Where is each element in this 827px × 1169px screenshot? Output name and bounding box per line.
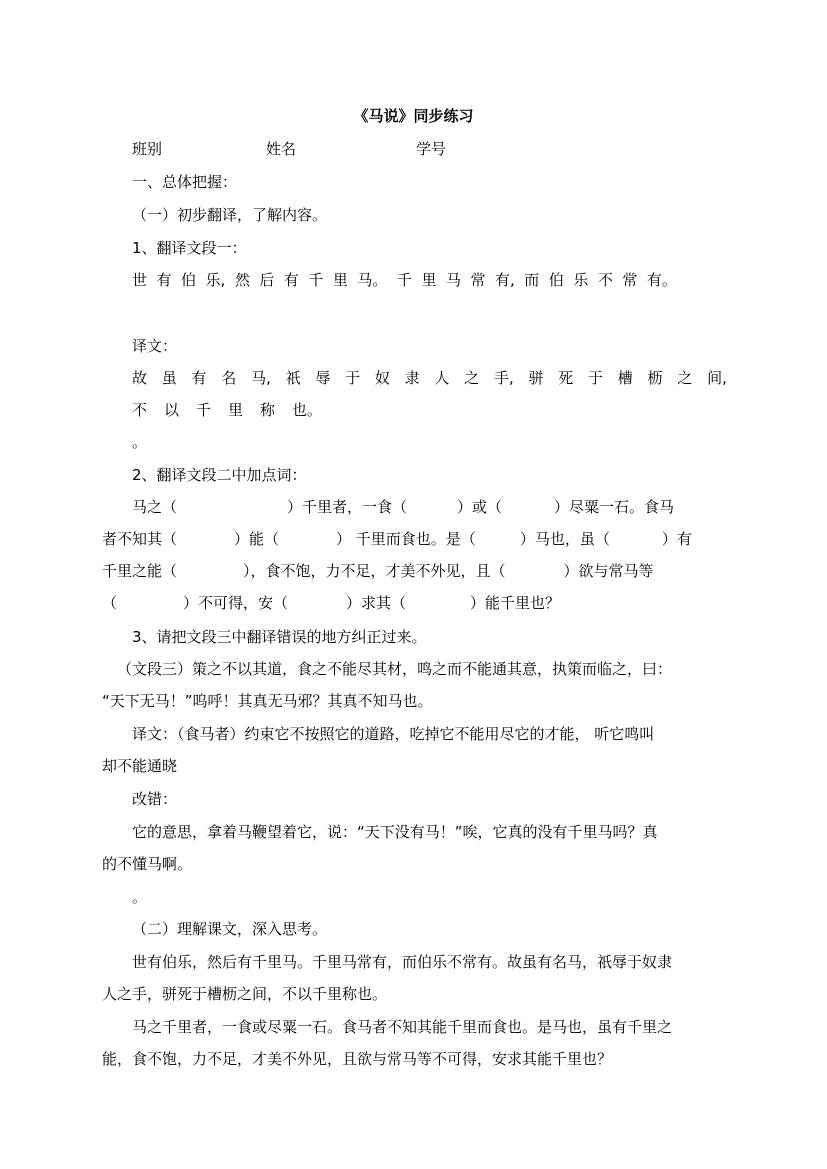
passage-char: 名 [221,369,237,387]
passage-char: 之 [677,369,693,387]
passage-char: 后 [259,271,275,289]
passage-char: 槽 [617,369,633,387]
passage-char: 之 [464,369,480,387]
translation-3-line-2: 却不能通晓 [102,757,178,775]
passage-char: 世 [132,271,148,289]
passage-full-line-1: 世有伯乐，然后有千里马。千里马常有，而伯乐不常有。故虽有名马，祇辱于奴隶 [132,953,673,971]
section-heading-overview: 一、总体把握： [132,173,238,191]
fill-line-4 [102,593,560,613]
period-mark: 。 [132,888,148,906]
passage-char: 故 [132,369,148,387]
passage-char: 隶 [404,369,420,387]
fill-text: （ [102,594,118,612]
passage-char: 而 [524,271,540,289]
passage-char: 马 [445,271,461,289]
fill-text: ）能（ [234,530,280,548]
fill-text: ）有 [661,530,692,548]
passage-char: 称 [259,401,275,419]
passage-char: 常 [622,271,638,289]
id-label: 学号 [416,140,447,158]
fill-text: ），食不饱，力不足，才美不外见，且（ [243,562,506,580]
passage-char: 辱 [315,369,331,387]
passage-char: 于 [345,369,361,387]
fill-text: 马之（ [132,498,178,516]
subsection-heading-translate: （一）初步翻译，了解内容。 [132,206,328,224]
fill-text: ）千里者，一食（ [287,498,408,516]
passage-char: 乐 [573,271,589,289]
passage-char: 人 [434,369,450,387]
correction-label: 改错： [132,790,178,808]
page-title: 《马说》同步练习 [353,107,474,125]
passage-full-line-4: 能，食不饱，力不足，才美不外见，且欲与常马等不可得，安求其能千里也？ [102,1050,613,1068]
fill-text: ）尽粟一石。食马 [554,498,675,516]
fill-text: 者不知其（ [102,530,178,548]
translation-label: 译文： [132,337,178,355]
passage-full-line-3: 马之千里者，一食或尽粟一石。食马者不知其能千里而食也。是马也，虽有千里之 [132,1018,673,1036]
passage-char: 马, [251,369,271,387]
passage-char: 不 [132,401,148,419]
passage-char: 有, [494,271,515,289]
passage-char: 有 [156,271,172,289]
passage-char: 千 [396,271,412,289]
passage-char: 也。 [291,401,322,419]
fill-text: ）马也，虽（ [519,530,610,548]
passage-char: 里 [227,401,243,419]
passage-char: 骈 [528,369,544,387]
passage-char: 有 [191,369,207,387]
passage-3-line-1: （文段三）策之不以其道，食之不能尽其材，鸣之而不能通其意，执策而临之，曰： [117,660,673,678]
passage-char: 有。 [646,271,677,289]
fill-text: ）欲与常马等 [563,562,654,580]
question-1: 1、翻译文段一： [132,239,247,257]
passage-char: 死 [558,369,574,387]
translation-3-line-3: 它的意思，拿着马鞭望着它，说：“天下没有马！”唉，它真的没有千里马吗？真 [132,823,658,841]
fill-text: ） 千里而食也。是（ [336,530,476,548]
fill-text: ）求其（ [346,594,407,612]
passage-char: 手, [493,369,514,387]
fill-text: ）不可得，安（ [183,594,289,612]
passage-char: 常 [470,271,486,289]
fill-text: 千里之能（ [102,562,178,580]
passage-char: 以 [163,401,179,419]
passage-char: 于 [588,369,604,387]
fill-text: ）或（ [457,498,503,516]
passage-char: 祇 [285,369,301,387]
fill-line-3 [102,561,654,581]
passage-char: 乐, [205,271,226,289]
translation-3-line-1: 译文：（食马者）约束它不按照它的道路，吃掉它不能用尽它的才能， 听它鸣叫 [132,725,655,743]
passage-char: 千 [308,271,324,289]
passage-char: 奴 [374,369,390,387]
name-label: 姓名 [266,140,297,158]
question-2: 2、翻译文段二中加点词： [132,466,307,484]
passage-full-line-2: 人之手，骈死于槽枥之间，不以千里称也。 [102,985,388,1003]
period-mark: 。 [132,433,148,451]
passage-char: 有 [283,271,299,289]
passage-char: 伯 [181,271,197,289]
passage-char: 间, [707,369,727,387]
question-3: 3、请把文段三中翻译错误的地方纠正过来。 [132,628,427,646]
fill-line-2 [102,529,692,549]
passage-char: 里 [421,271,437,289]
class-label: 班别 [132,140,163,158]
passage-char: 马。 [357,271,388,289]
translation-3-line-4: 的不懂马啊。 [102,855,193,873]
subsection-heading-understand: （二）理解课文，深入思考。 [132,920,328,938]
fill-line-1 [132,497,674,517]
passage-1 [132,270,677,290]
passage-char: 里 [332,271,348,289]
passage-char: 不 [597,271,613,289]
passage-char: 然 [234,271,250,289]
passage-char: 虽 [161,369,177,387]
passage-char: 枥 [647,369,663,387]
passage-char: 千 [195,401,211,419]
passage-char: 伯 [548,271,564,289]
fill-text: ）能千里也？ [470,594,561,612]
passage-3-line-2: “天下无马！”呜呼！其真无马邪？其真不知马也。 [102,692,433,710]
passage-2-line-2 [132,400,322,420]
passage-2-line-1 [132,368,727,388]
